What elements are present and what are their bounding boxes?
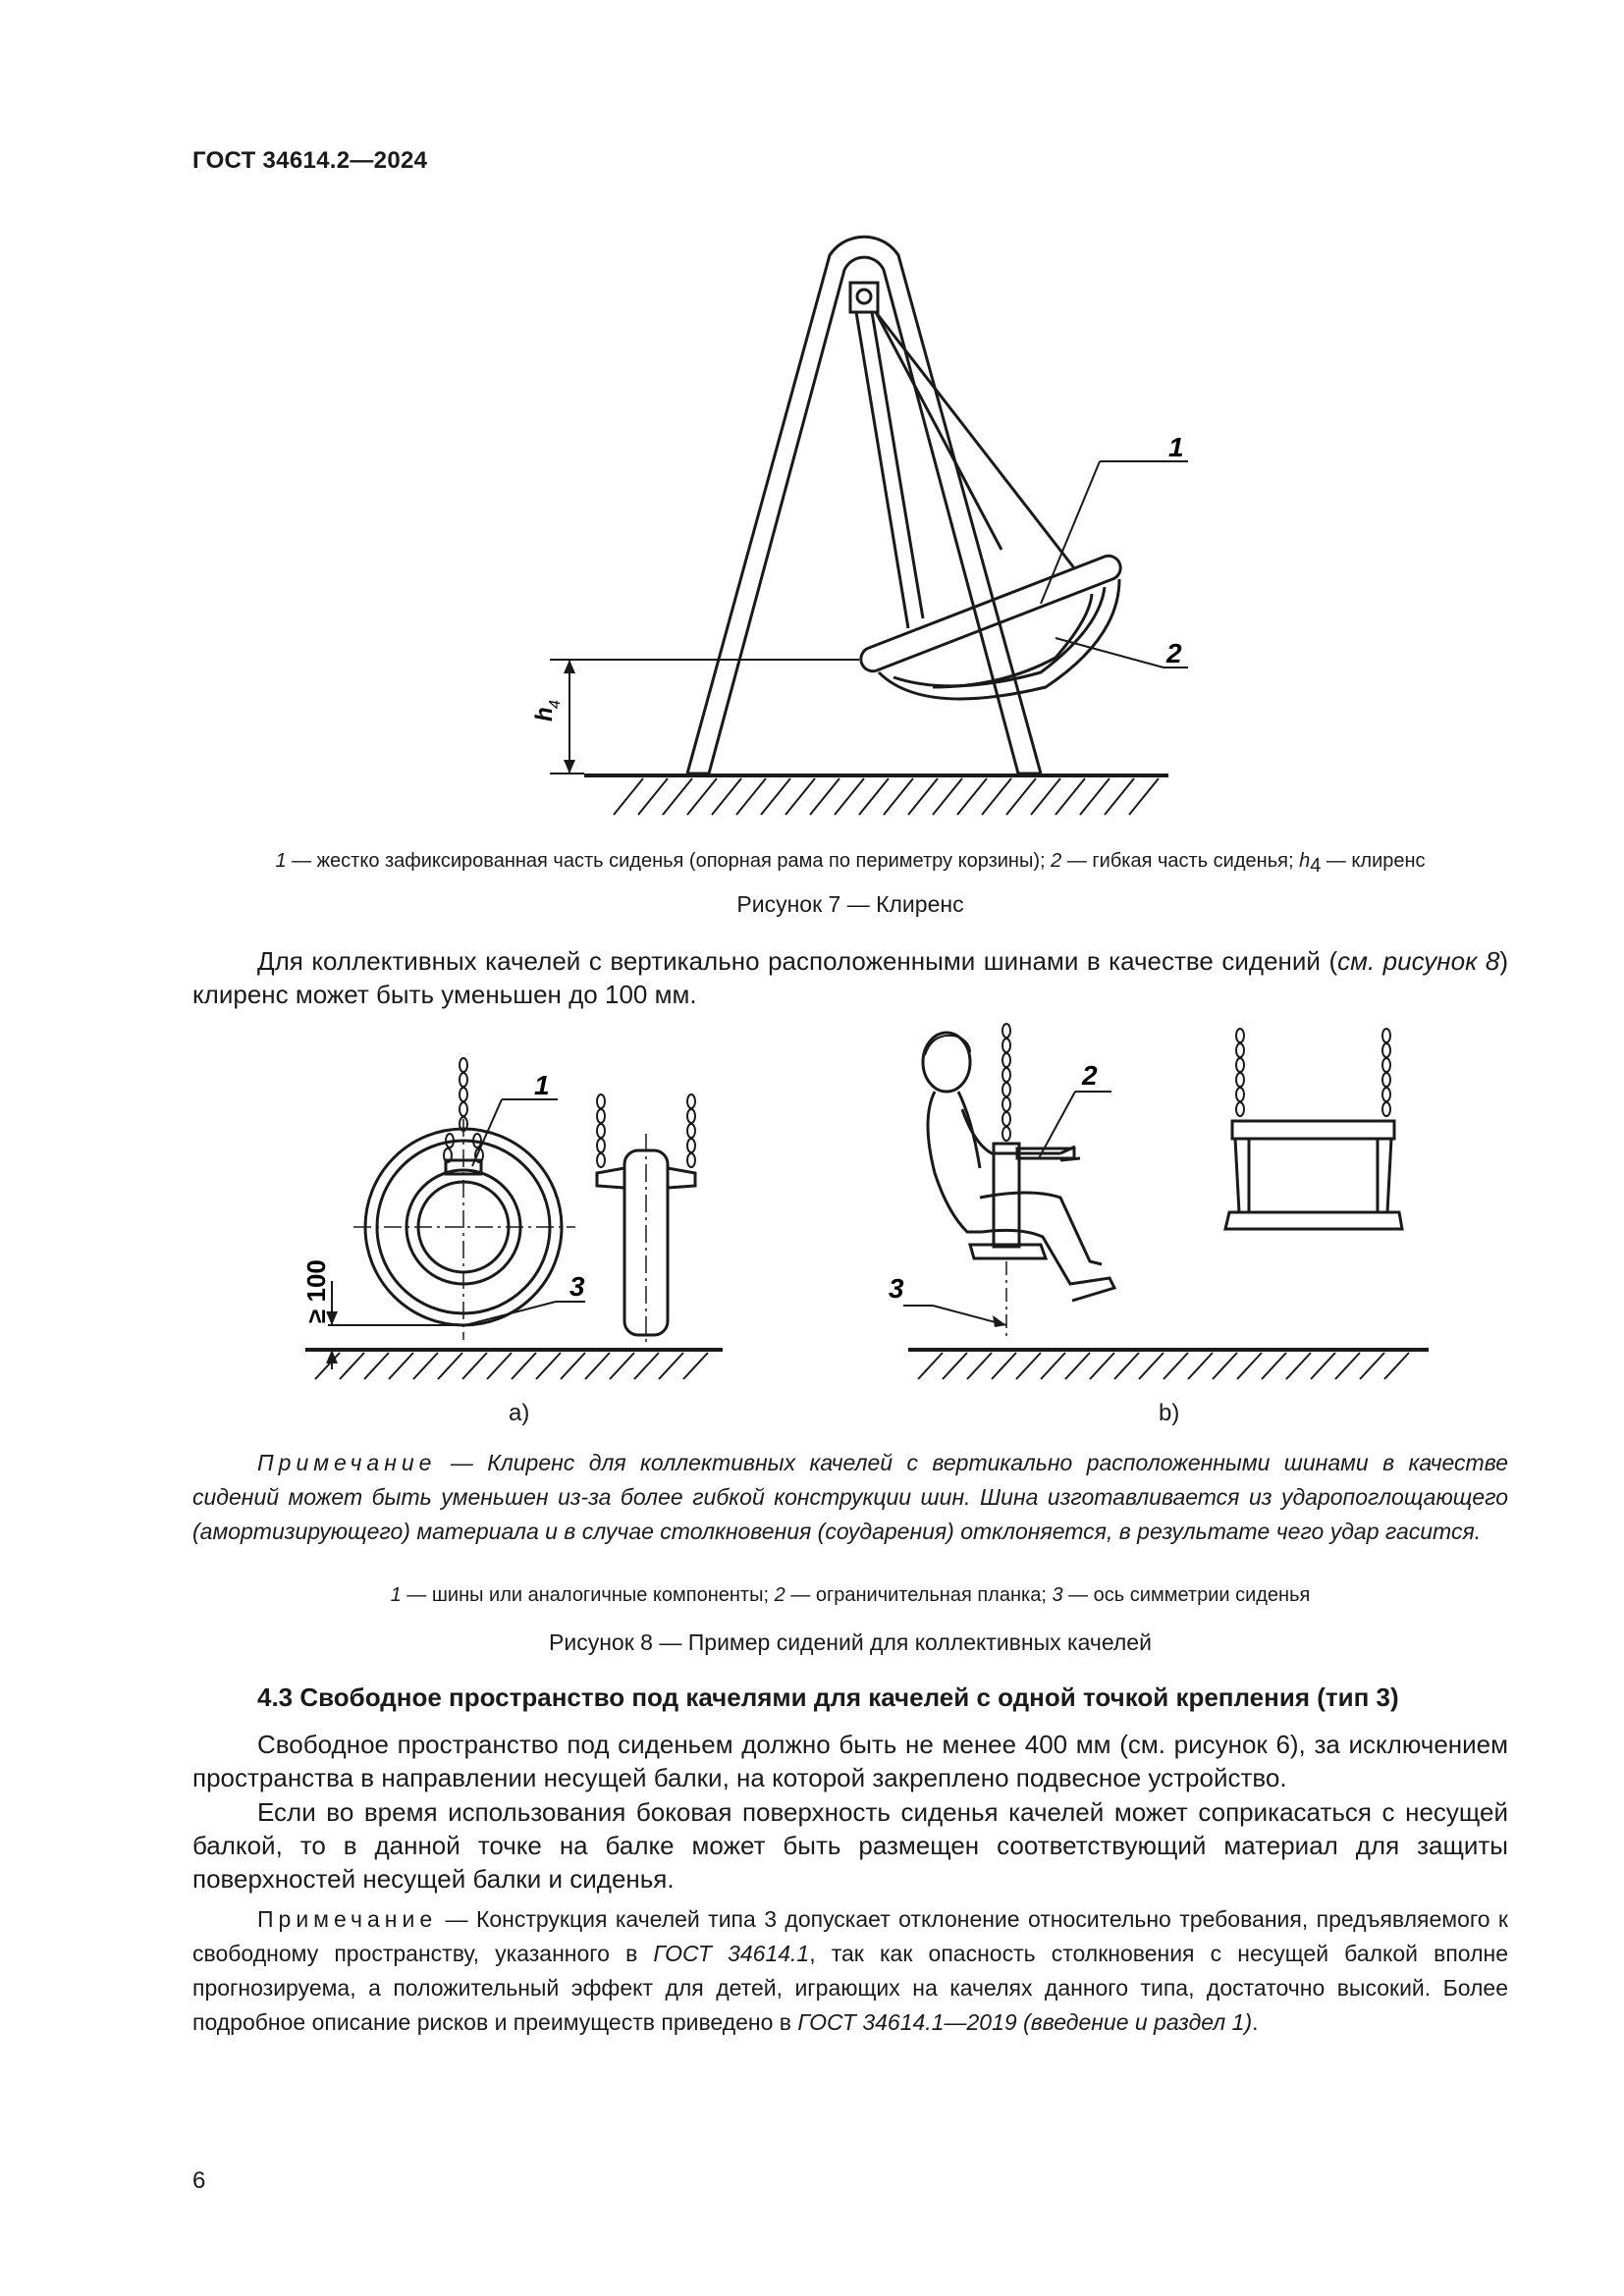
fig7-label-2: 2 (1166, 638, 1182, 668)
figure-8-caption: Рисунок 8 — Пример сидений для коллективных качелей (549, 1629, 1152, 1655)
section-4-3-paragraph-2: Если во время использования боковая поверхность сиденья качелей может соприкасаться с несущей балкой, то в данной точке на балке может быть размещен соответствующий материал для защиты поверхностей несущей балки и сиденья. (192, 1797, 1508, 1894)
fig8b-label-3: 3 (889, 1273, 904, 1304)
figure-7-legend: 1 — жестко зафиксированная часть сиденья (опорная рама по периметру корзины); 2 — гибкая часть сиденья; $h_4$ — клиренс (275, 850, 1426, 877)
fig7-label-1: 1 (1168, 432, 1184, 462)
figure-8a-drawing (291, 1031, 742, 1394)
paragraph-tire-swings: Для коллективных качелей с вертикально расположенными шинами в качестве сидений (см. рисунок 8) клиренс может быть уменьшен до 100 мм. (192, 946, 1508, 1009)
fig7-dim-sub: 4 (547, 700, 564, 709)
figure-8-legend: 1 — шины или аналогичные компоненты; 2 — ограничительная планка; 3 — ось симметрии сиденья (390, 1584, 1311, 1606)
figure-8-note: Примечание — Клиренс для коллективных качелей с вертикально расположенными шинами в качестве сидений может быть уменьшен из-за более гибкой конструкции шин. Шина изготавливается из ударопоглощающего (амортизирующего) материала и в случае столкновения (соударения) отклоняется, в результате чего удар гасится. (192, 1450, 1508, 1544)
document-header: ГОСТ 34614.2—2024 (192, 147, 428, 174)
section-4-3-heading: 4.3 Свободное пространство под качелями для качелей с одной точкой крепления (тип 3) (257, 1682, 1399, 1712)
fig8b-label-2: 2 (1082, 1060, 1098, 1091)
fig8a-label-1: 1 (534, 1070, 550, 1100)
figure-7-drawing (491, 226, 1198, 834)
figure-8b-sublabel: b) (1159, 1400, 1180, 1426)
section-4-3-paragraph-1: Свободное пространство под сиденьем должно быть не менее 400 мм (см. рисунок 6), за исключением пространства в направлении несущей балки, на которой закреплено подвесное устройство. (192, 1730, 1508, 1792)
fig8a-label-3: 3 (569, 1271, 585, 1302)
section-4-3-note: Примечание — Конструкция качелей типа 3 допускает отклонение относительно требования, предъявляемого к свободному пространству, указанного в ГОСТ 34614.1, так как опасность столкновения с несущей балкой вполне прогнозируема, а положительный эффект для детей, играющих на качелях данного типа, достаточно высокий. Более подробное описание рисков и преимуществ приведено в ГОСТ 34614.1—2019 (введение и раздел 1). (192, 1906, 1508, 2035)
figure-7-caption: Рисунок 7 — Клиренс (736, 891, 964, 917)
page-number: 6 (192, 2167, 206, 2194)
fig8a-dim: ≥ 100 (301, 1259, 331, 1323)
figure-8a-sublabel: a) (509, 1400, 530, 1426)
fig7-dim-h: h (531, 707, 558, 721)
figure-8b-drawing (864, 1001, 1443, 1394)
